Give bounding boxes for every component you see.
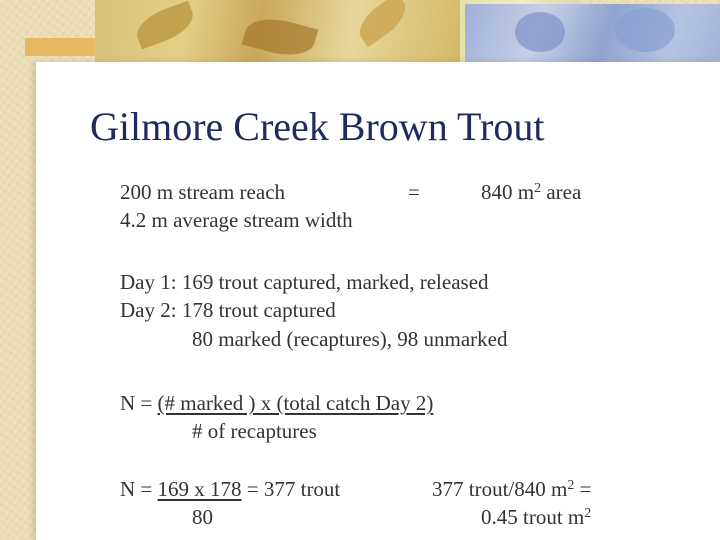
density-exponent: 2 (567, 478, 575, 493)
area-text (481, 182, 581, 203)
density-text: 377 trout/840 m (432, 477, 568, 501)
density-equals: = (574, 477, 592, 501)
decorative-strip (25, 38, 95, 56)
formula-numerator: (# marked ) x (total catch Day 2) (157, 391, 434, 415)
slide-title: Gilmore Creek Brown Trout (90, 104, 545, 149)
equals-sign: = (408, 180, 420, 204)
decorative-banner (95, 0, 720, 62)
reach-line: 200 m stream reach (120, 180, 286, 204)
calc-line (120, 479, 340, 500)
day2-detail-line: 80 marked (recaptures), 98 unmarked (192, 327, 508, 351)
density-result-text: 0.45 trout m (481, 505, 585, 529)
flower-shape (615, 8, 675, 52)
width-line: 4.2 m average stream width (120, 208, 353, 232)
day2-line: Day 2: 178 trout captured (120, 298, 336, 322)
calc-lhs: N = (120, 477, 158, 501)
density-result-exponent: 2 (584, 506, 592, 521)
density-result-line (481, 507, 591, 528)
formula-denominator: # of recaptures (192, 419, 317, 443)
formula-lhs: N = (120, 391, 158, 415)
area-unit: area (546, 180, 582, 204)
formula-line (120, 393, 433, 414)
flower-shape (515, 12, 565, 52)
area-value: 840 m (481, 180, 535, 204)
area-exponent: 2 (534, 181, 542, 196)
density-line (432, 479, 591, 500)
day1-line: Day 1: 169 trout captured, marked, released (120, 270, 489, 294)
calc-numerator: 169 x 178 (157, 477, 242, 501)
banner-flowers-tile (465, 4, 720, 62)
calc-denominator: 80 (192, 505, 213, 529)
calc-result: = 377 trout (241, 477, 341, 501)
